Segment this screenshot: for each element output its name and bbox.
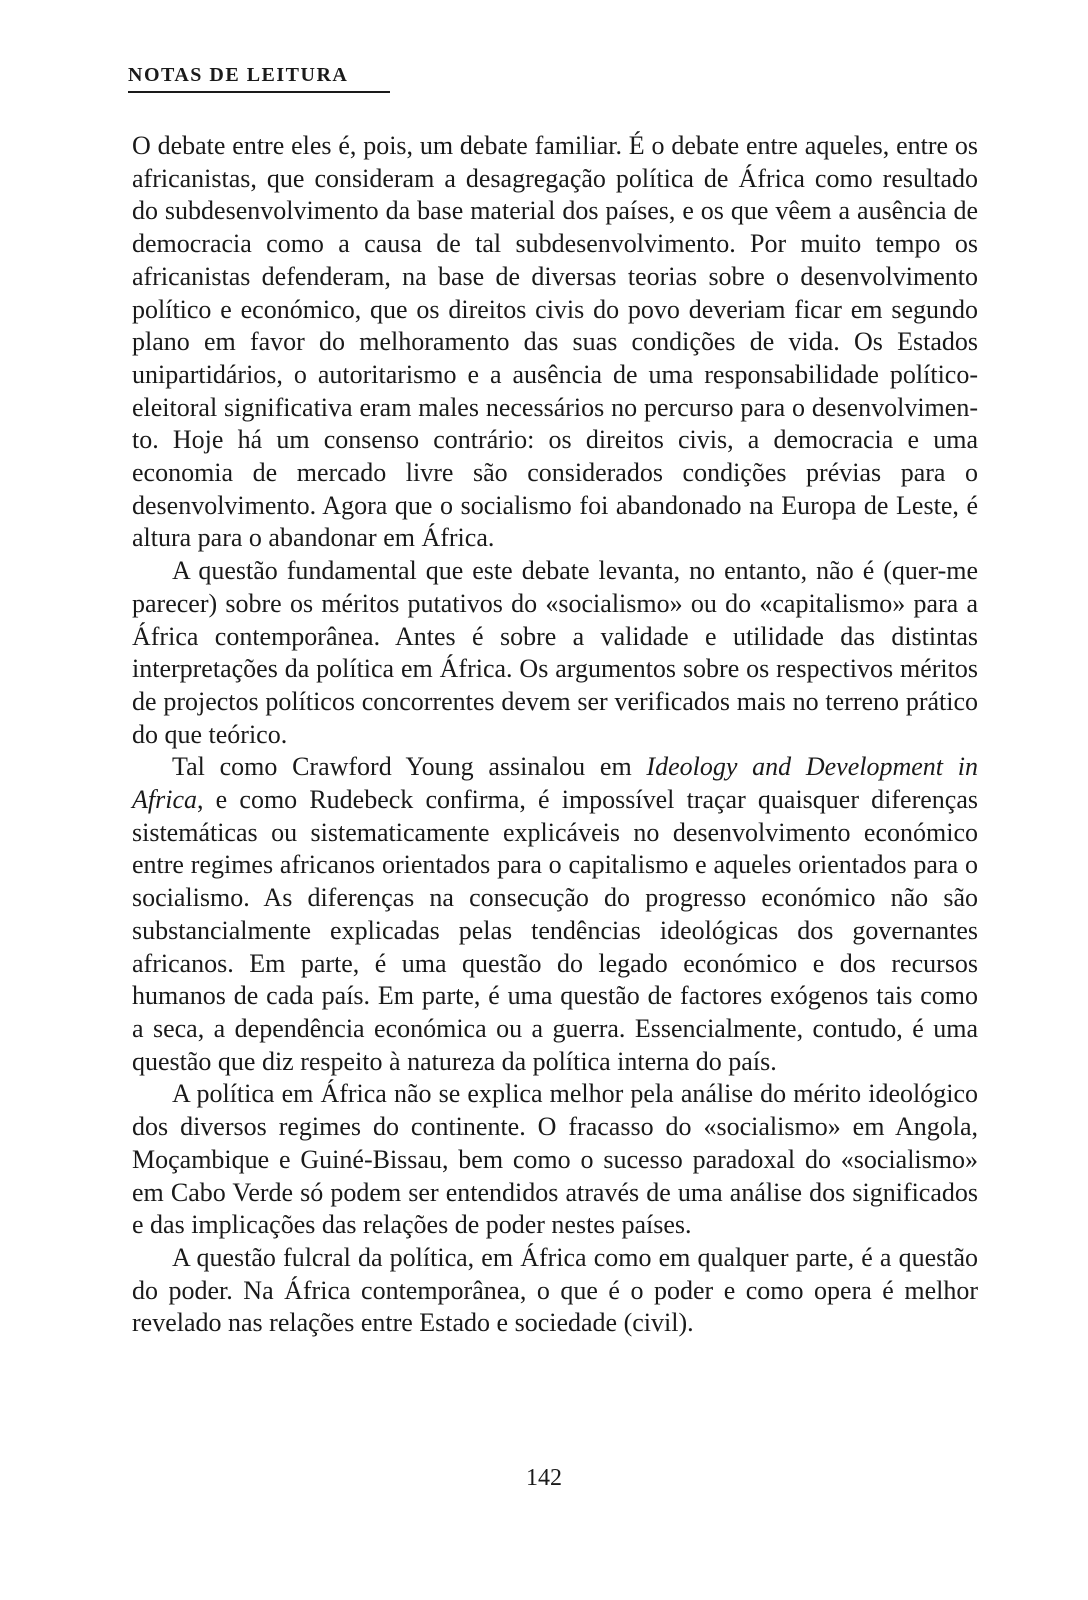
text-segment: , e como Rudebeck confirma, é impossível traçar quaisquer diferenças sistemáticas ou sistematicamente explicáveis no desenvolvimento económico entre regimes africanos orientados para o capitalismo e aqueles orientados para o socialismo. As diferenças na consecução do progresso económico não são substancialmente explicadas pelas tendências ideológicas dos governantes africanos. Em parte, é uma questão do legado económico e dos recursos humanos de cada país. Em parte, é uma questão de factores exógenos tais como a seca, a dependência económica ou a guerra. Essencialmente, contudo, é uma questão que diz respeito à natureza da política interna do país. (132, 785, 978, 1076)
running-head: NOTAS DE LEITURA (128, 64, 390, 93)
text-segment: A questão fundamental que este debate levanta, no entanto, não é (quer-me parecer) sobre os méritos putativos do «socialismo» ou do «capitalismo» para a África contemporânea. Antes é sobre a validade e utilidade das distintas interpretações da política em África. Os argumentos sobre os respectivos méritos de projectos políticos concorrentes devem ser verificados mais no terreno prático do que teórico. (132, 556, 978, 749)
text-segment: O debate entre eles é, pois, um debate familiar. É o debate entre aqueles, entre os africanistas, que consideram a desagregação política de África como resultado do subdesenvolvimento da base material dos países, e os que vêem a ausência de democracia como a causa de tal subdesenvolvimento. Por muito tempo os africanistas defenderam, na base de diversas teorias sobre o desenvolvimento político e económico, que os direitos civis do povo deveriam ficar em segundo plano em favor do melhoramento das suas condições de vida. Os Estados unipartidários, o autoritarismo e a ausência de uma responsabilidade político-eleitoral significativa eram males necessários no percurso para o desenvolvimento. Hoje há um consenso contrário: os direitos civis, a democracia e uma economia de mercado livre são considerados condições prévias para o desenvolvimento. Agora que o socialismo foi abandonado na Europa de Leste, é altura para o abandonar em África. (132, 131, 978, 553)
body-text (132, 130, 978, 1340)
paragraph-3 (132, 751, 978, 1078)
page-number: 142 (526, 1465, 562, 1491)
text-segment: Tal como Crawford Young assinalou em (172, 752, 647, 782)
paragraph-5 (132, 1242, 978, 1340)
paragraph-2 (132, 555, 978, 751)
text-segment: A política em África não se explica melhor pela análise do mérito ideológico dos diversos regimes do continente. O fracasso do «socialismo» em Angola, Moçambique e Guiné-Bissau, bem como o sucesso paradoxal do «socialismo» em Cabo Verde só podem ser entendidos através de uma análise dos significados e das implicações das relações de poder nestes países. (132, 1079, 978, 1240)
book-title: Ideology and Development in Africa (132, 752, 978, 815)
paragraph-1 (132, 130, 978, 555)
paragraph-4 (132, 1078, 978, 1242)
text-segment: A questão fulcral da política, em África como em qualquer parte, é a questão do poder. Na África contemporânea, o que é o poder e como opera é melhor revelado nas relações entre Estado e sociedade (civil). (132, 1242, 978, 1338)
